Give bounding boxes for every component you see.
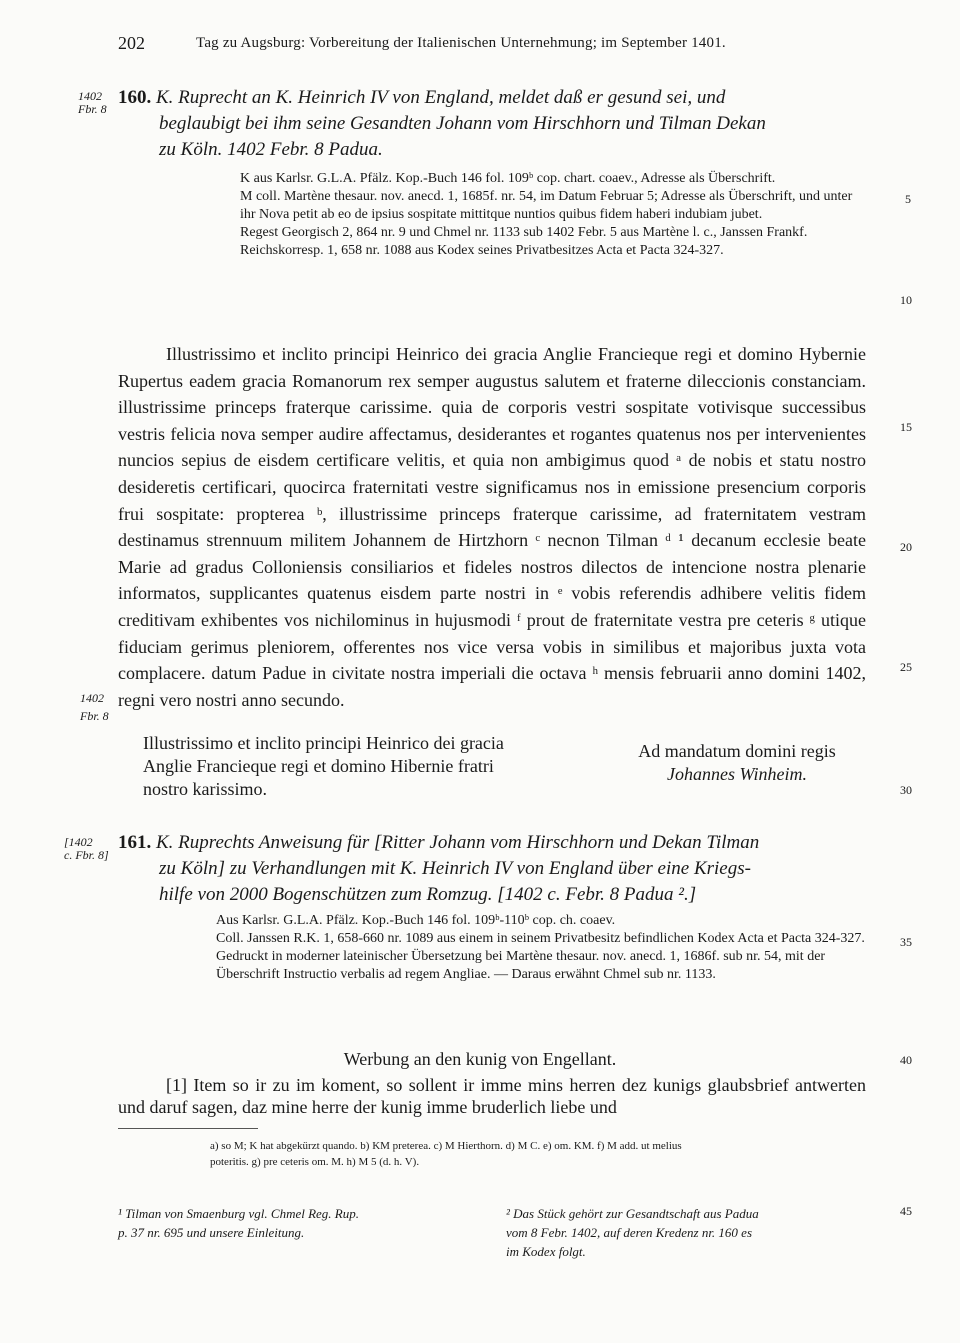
line-number: 15	[900, 420, 912, 434]
line-number: 25	[900, 660, 912, 674]
heading-line: beglaubigt bei ihm seine Gesandten Johann vom Hirschhorn und Tilman Dekan	[159, 113, 766, 134]
margin-date-160: 1402 Fbr. 8	[78, 89, 107, 116]
running-head	[0, 33, 960, 57]
running-title: Tag zu Augsburg: Vorbereitung der Italienischen Unternehmung; im September 1401.	[196, 35, 726, 51]
line-number: 5	[905, 192, 911, 206]
heading-line: zu Köln. 1402 Febr. 8 Padua.	[159, 139, 383, 160]
line-number: 30	[900, 783, 912, 797]
doc-161-sources	[216, 912, 866, 984]
body-margin-date-160: 1402 Fbr. 8	[80, 691, 109, 723]
line-number: 45	[900, 1204, 912, 1218]
line-number: 10	[900, 293, 912, 307]
doc-160-sources	[240, 170, 865, 260]
apparatus-line: poteritis. g) pre ceteris om. M. h) M 5 (d. h. V).	[210, 1156, 420, 1168]
apparatus-rule	[118, 1128, 258, 1129]
doc-number: 161.	[118, 832, 152, 853]
heading-line: zu Köln] zu Verhandlungen mit K. Heinrich IV von England über eine Kriegs-	[159, 858, 751, 879]
heading-line: K. Ruprecht an K. Heinrich IV von England, meldet daß er gesund sei, und	[156, 87, 726, 108]
heading-line: K. Ruprechts Anweisung für [Ritter Johann vom Hirschhorn und Dekan Tilman	[156, 832, 760, 853]
footnote-1: ¹ Tilman von Smaenburg vgl. Chmel Reg. Rup. p. 37 nr. 695 und unsere Einleitung.	[118, 1206, 360, 1240]
source-entry: Coll. Janssen R.K. 1, 658-660 nr. 1089 aus einem in seinem Privatbesitz befindlichen Kodex Acta et Pacta 324-327.	[216, 931, 865, 946]
chancery-note: Ad mandatum domini regis Johannes Winheim.	[638, 741, 836, 784]
doc-number: 160.	[118, 87, 152, 108]
line-number: 20	[900, 540, 912, 554]
source-entry: M coll. Martène thesaur. nov. anecd. 1, 1685f. nr. 54, im Datum Februar 5; Adresse als Überschrift, und unter ihr Nova petit ab eo de ipsius sospitate mittitque nuntios quibus fidem haberi indubiam jubet.	[240, 189, 853, 222]
page-number: 202	[118, 33, 145, 53]
source-entry: Gedruckt in moderner lateinischer Übersetzung bei Martène thesaur. nov. anecd. 1, 1686f. sub nr. 54, mit der Überschrift Instructio verbalis ad regem Angliae. — Daraus erwähnt Chmel sub nr. 1133.	[216, 949, 826, 982]
source-entry: Regest Georgisch 2, 864 nr. 9 und Chmel nr. 1133 sub 1402 Febr. 5 aus Martène l. c., Janssen Frankf. Reichskorresp. 1, 658 nr. 1088 aus Kodex seines Privatbesitzes Acta et Pacta 324-327.	[240, 225, 808, 258]
section-title: Werbung an den kunig von Engellant.	[343, 1049, 617, 1069]
doc-161-heading	[118, 830, 878, 908]
heading-line: hilfe von 2000 Bogenschützen zum Romzug. [1402 c. Febr. 8 Padua ².]	[159, 884, 697, 905]
footnote-2: ² Das Stück gehört zur Gesandtschaft aus Padua vom 8 Febr. 1402, auf deren Kredenz nr. 160 es im Kodex folgt.	[506, 1206, 759, 1259]
line-number: 40	[900, 1053, 912, 1067]
instruction-text: [1] Item so ir zu im koment, so sollent ir imme mins herren dez kunigs glaubsbrief antwerten und daruf sagen, daz mine herre der kunig imme bruderlich liebe und	[118, 1075, 866, 1117]
source-entry: K aus Karlsr. G.L.A. Pfälz. Kop.-Buch 146 fol. 109ᵇ cop. chart. coaev., Adresse als Überschrift.	[240, 171, 776, 186]
line-number: 35	[900, 935, 912, 949]
doc-160-heading	[118, 85, 878, 163]
critical-apparatus	[210, 1138, 866, 1170]
apparatus-line: a) so M; K hat abgekürzt quando. b) KM preterea. c) M Hierthorn. d) M C. e) om. KM. f) M add. ut melius	[210, 1140, 682, 1152]
letter-text: Illustrissimo et inclito principi Heinrico dei gracia Anglie Francieque regi et domino Hybernie Rupertus eadem gracia Romanorum rex semper augustus salutem et fraterne dileccionis constanciam. illustrissime princeps fraterque carissime. quia de corporis vestri sospitate votivisque successibus vestris felicia nova semper audire affectamus, desiderantes et rogantes quatenus nos per intervenientes nuncios sepius de eisdem certificare velitis, et quia non ambigimus quod ᵃ de nobis et statu nostro desideretis certificari, quocirca fraternitati vestre significamus nos in emissione presencium corporis frui sospitate: propterea ᵇ, illustrissime princeps fraterque carissime, ad fraternitatem vestram destinamus strennuum militem Johannem de Hirtzhorn ᶜ necnon Tilman ᵈ ¹ decanum ecclesie beate Marie ad gradus Colloniensis consiliarios et fideles nostros dilectos de intencione nostra plenarie informatos, supplicantes quatenus eisdem parte nostri in ᵉ vobis referendis adhibere velitis fidem creditivam exhibentes vos nichilominus in hujusmodi ᶠ prout de fraternitate vestra pre ceteris ᵍ utique fiduciam gerimus pleniorem, offerentes nos vice versa vobis in similibus et majoribus juxta vota complacere. datum Padue in civitate nostra imperiali die octava ʰ mensis februarii anno domini 1402, regni vero nostri anno secundo.	[118, 344, 866, 710]
source-entry: Aus Karlsr. G.L.A. Pfälz. Kop.-Buch 146 fol. 109ᵇ-110ᵇ cop. ch. coaev.	[216, 913, 616, 928]
doc-160-letter-body	[118, 341, 866, 713]
margin-date-161: [1402 c. Fbr. 8]	[64, 835, 109, 862]
address-block: Illustrissimo et inclito principi Heinrico dei gracia Anglie Francieque regi et domino Hibernie fratri nostro karissimo.	[143, 733, 504, 799]
doc-161-body	[118, 1074, 866, 1118]
